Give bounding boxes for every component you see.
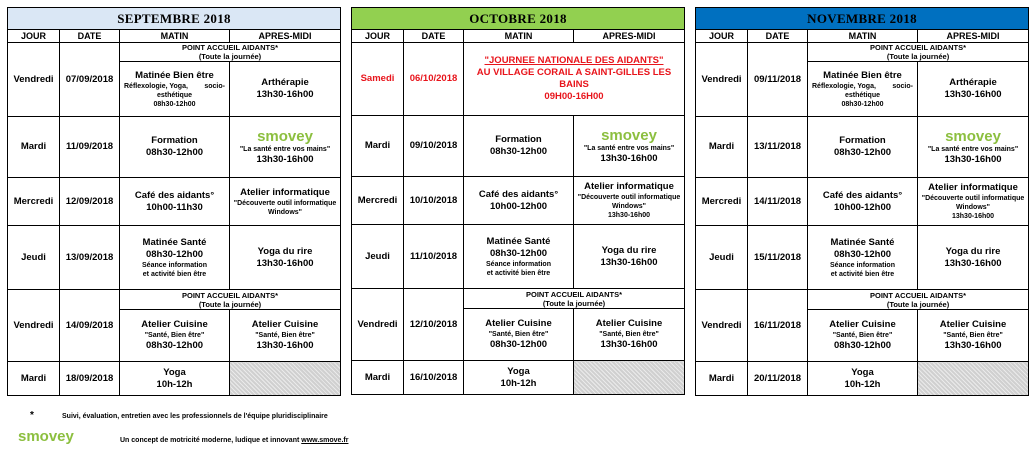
activity-detail: et activité bien être (142, 270, 207, 278)
day-cell: Vendredi (352, 289, 404, 361)
day-cell: Mardi (352, 116, 404, 177)
activity-title: Atelier informatique (584, 181, 674, 192)
day-cell: Mardi (8, 117, 60, 178)
activity-detail: Windows" (612, 203, 646, 210)
calendar-october (351, 7, 684, 394)
activity-title: Atelier Cuisine (595, 318, 663, 329)
matinee-bien-etre-cell (120, 62, 230, 117)
activity-detail: "Découverte outil informatique (921, 195, 1025, 202)
date-cell: 10/10/2018 (404, 177, 464, 225)
activity-detail: esthétique (844, 91, 880, 99)
journee-nationale-cell (464, 43, 685, 116)
col-apres-midi: APRES-MIDI (918, 30, 1029, 43)
activity-detail: "Santé, Bien être" (255, 332, 315, 339)
atelier-informatique-cell (230, 178, 341, 226)
artherapie-cell (918, 62, 1029, 117)
col-jour: JOUR (352, 30, 404, 43)
smovey-logo (585, 127, 673, 143)
col-matin: MATIN (120, 30, 230, 43)
activity-time: 13h30-16h00 (256, 257, 314, 269)
activity-title: Atelier Cuisine (939, 319, 1007, 330)
month-title-october: OCTOBRE 2018 (352, 8, 685, 30)
date-cell: 11/09/2018 (60, 117, 120, 178)
yoga-rire-cell (918, 226, 1029, 290)
point-accueil-label: POINT ACCUEIL AIDANTS* (182, 43, 278, 52)
activity-detail: "La santé entre vos mains" (239, 146, 331, 153)
col-matin: MATIN (808, 30, 918, 43)
matinee-sante-cell (120, 226, 230, 290)
svg-text:smovey: smovey (257, 128, 313, 144)
activity-time: 08h30-12h00 (145, 340, 204, 351)
activity-detail: "Santé, Bien être" (832, 332, 893, 339)
event-time: 09H00-16H00 (544, 91, 604, 102)
activity-detail: et activité bien être (486, 269, 551, 277)
atelier-cuisine-cell (464, 309, 574, 361)
date-cell: 20/11/2018 (748, 362, 808, 396)
point-accueil-cell (464, 289, 685, 309)
svg-text:smovey: smovey (18, 428, 74, 444)
activity-detail: "Découverte outil informatique (577, 194, 681, 201)
artherapie-cell (230, 62, 341, 117)
activity-time: 10h-12h (844, 378, 881, 390)
activity-detail: Séance information (142, 261, 207, 269)
matinee-bien-etre-cell (808, 62, 918, 117)
date-cell: 14/11/2018 (748, 178, 808, 226)
activity-title: Atelier Cuisine (485, 318, 552, 329)
matinee-sante-cell (464, 225, 574, 289)
activity-time: 13h30-16h00 (600, 339, 658, 350)
empty-hatched-cell (574, 361, 685, 395)
activity-detail: socio- (892, 82, 913, 90)
footnote-star: * (30, 410, 34, 421)
date-cell: 13/11/2018 (748, 117, 808, 178)
matinee-sante-cell (808, 226, 918, 290)
day-cell: Mercredi (352, 177, 404, 225)
activity-time: 10h00-11h30 (146, 201, 203, 213)
activity-time: 13h30-16h00 (607, 212, 651, 219)
activity-detail: Windows" (268, 208, 302, 216)
svg-text:smovey: smovey (601, 127, 657, 143)
point-accueil-label: POINT ACCUEIL AIDANTS* (182, 290, 278, 300)
point-accueil-label: POINT ACCUEIL AIDANTS* (870, 290, 966, 300)
activity-title: Yoga du rire (257, 245, 313, 257)
col-apres-midi: APRES-MIDI (230, 30, 341, 43)
activity-time: 13h30-16h00 (600, 153, 658, 164)
point-accueil-cell (808, 43, 1029, 62)
date-cell: 13/09/2018 (60, 226, 120, 290)
point-accueil-cell (808, 290, 1029, 310)
activity-detail: "Santé, Bien être" (943, 332, 1003, 339)
day-cell: Jeudi (352, 225, 404, 289)
activity-time: 08h30-12h00 (489, 247, 548, 259)
col-date: DATE (748, 30, 808, 43)
day-cell: Mardi (352, 361, 404, 395)
activity-title: Atelier informatique (240, 186, 330, 198)
formation-cell (464, 116, 574, 177)
date-cell: 12/10/2018 (404, 289, 464, 361)
activity-detail: "Découverte outil informatique (233, 199, 337, 207)
atelier-informatique-cell (574, 177, 685, 225)
activity-time: 10h-12h (500, 377, 537, 389)
date-cell: 07/09/2018 (60, 43, 120, 117)
activity-title: Café des aidants° (134, 189, 215, 201)
activity-title: Arthérapie (949, 77, 997, 88)
atelier-cuisine-cell (574, 309, 685, 361)
date-cell: 12/09/2018 (60, 178, 120, 226)
activity-title: Arthérapie (261, 77, 309, 88)
day-cell: Vendredi (8, 43, 60, 117)
activity-detail: socio- (204, 82, 225, 90)
col-jour: JOUR (696, 30, 748, 43)
atelier-cuisine-cell (230, 310, 341, 362)
smovey-logo (241, 128, 329, 144)
toute-journee-label: (Toute la journée) (542, 298, 606, 308)
day-cell: Mardi (696, 117, 748, 178)
activity-detail: "Santé, Bien être" (488, 331, 549, 338)
activity-title: Matinée Santé (142, 236, 207, 248)
activity-title: Yoga du rire (601, 244, 657, 256)
day-cell: Mardi (696, 362, 748, 396)
footnote-text: Suivi, évaluation, entretien avec les professionnels de l'équipe pluridisciplinaire (62, 413, 328, 420)
activity-detail: "Santé, Bien être" (599, 331, 659, 338)
cafe-aidants-cell (464, 177, 574, 225)
activity-detail: et activité bien être (830, 270, 895, 278)
formation-cell (808, 117, 918, 178)
day-cell: Mercredi (696, 178, 748, 226)
svg-text:smovey: smovey (945, 128, 1001, 144)
smovey-cell (230, 117, 341, 178)
activity-title: Yoga du rire (945, 245, 1001, 257)
activity-title: Atelier Cuisine (829, 319, 896, 330)
event-location: AU VILLAGE CORAIL A SAINT-GILLES LES BAINS (476, 67, 672, 90)
footer-url-link[interactable]: www.smove.fr (301, 437, 349, 444)
activity-title: Matinée Santé (830, 236, 895, 248)
day-cell: Vendredi (8, 290, 60, 362)
date-cell: 16/11/2018 (748, 290, 808, 362)
activity-title: Formation (151, 135, 198, 146)
date-cell: 14/09/2018 (60, 290, 120, 362)
activity-detail: Séance information (486, 260, 551, 268)
activity-time: 13h30-16h00 (952, 213, 995, 220)
activity-detail: "La santé entre vos mains" (927, 146, 1019, 153)
calendar-november (695, 7, 1028, 394)
atelier-cuisine-cell (808, 310, 918, 362)
activity-title: Matinée Bien être (135, 69, 214, 81)
activity-time: 13h30-16h00 (256, 154, 314, 165)
col-date: DATE (404, 30, 464, 43)
day-cell: Mercredi (8, 178, 60, 226)
date-cell: 18/09/2018 (60, 362, 120, 396)
activity-title: Atelier informatique (928, 182, 1018, 193)
date-cell: 11/10/2018 (404, 225, 464, 289)
activity-title: Café des aidants° (478, 188, 559, 200)
atelier-informatique-cell (918, 178, 1029, 226)
col-date: DATE (60, 30, 120, 43)
activity-time: 08h30-12h00 (833, 248, 892, 260)
activity-detail: "Santé, Bien être" (144, 332, 205, 339)
activity-detail: "La santé entre vos mains" (583, 145, 675, 152)
smovey-cell (574, 116, 685, 177)
day-cell: Vendredi (696, 290, 748, 362)
month-title-september: SEPTEMBRE 2018 (8, 8, 341, 30)
date-cell: 06/10/2018 (404, 43, 464, 116)
activity-time: 10h00-12h00 (833, 201, 892, 213)
yoga-cell (808, 362, 918, 396)
activity-title: Atelier Cuisine (141, 319, 208, 330)
activity-time: 13h30-16h00 (600, 256, 658, 268)
activity-time: 08h30-12h00 (833, 340, 892, 351)
activity-time: 10h-12h (156, 378, 193, 390)
yoga-cell (464, 361, 574, 395)
col-matin: MATIN (464, 30, 574, 43)
activity-detail: Réflexologie, Yoga, (812, 82, 876, 90)
date-cell: 15/11/2018 (748, 226, 808, 290)
day-cell: Jeudi (8, 226, 60, 290)
day-cell: Vendredi (696, 43, 748, 117)
activity-time: 13h30-16h00 (944, 154, 1002, 165)
activity-title: Yoga (851, 366, 874, 378)
toute-journee-label: (Toute la journée) (886, 299, 950, 309)
activity-detail: Windows" (956, 204, 990, 211)
footer-concept (120, 437, 348, 444)
event-title: "JOURNEE NATIONALE DES AIDANTS" (484, 55, 664, 66)
activity-time: 10h00-12h00 (489, 200, 548, 212)
day-cell: Mardi (8, 362, 60, 396)
activity-detail: Réflexologie, Yoga, (124, 82, 188, 90)
day-cell: Jeudi (696, 226, 748, 290)
activity-title: Café des aidants° (822, 189, 903, 201)
activity-detail: Séance information (830, 261, 895, 269)
toute-journee-label: (Toute la journée) (886, 52, 950, 61)
atelier-cuisine-cell (120, 310, 230, 362)
calendar-september (7, 7, 340, 394)
cafe-aidants-cell (808, 178, 918, 226)
activity-title: Yoga (507, 365, 530, 377)
empty-hatched-cell (230, 362, 341, 396)
day-cell: Samedi (352, 43, 404, 116)
footer-concept-text: Un concept de motricité moderne, ludique et innovant (120, 437, 300, 444)
col-apres-midi: APRES-MIDI (574, 30, 685, 43)
activity-time: 13h30-16h00 (256, 89, 314, 100)
col-jour: JOUR (8, 30, 60, 43)
yoga-rire-cell (574, 225, 685, 289)
yoga-cell (120, 362, 230, 396)
point-accueil-label: POINT ACCUEIL AIDANTS* (870, 43, 966, 52)
footer-smovey-logo (18, 428, 102, 444)
toute-journee-label: (Toute la journée) (198, 299, 262, 309)
point-accueil-cell (120, 290, 341, 310)
activity-time: 08h30-12h00 (841, 100, 884, 108)
empty-hatched-cell (918, 362, 1029, 396)
cafe-aidants-cell (120, 178, 230, 226)
activity-time: 08h30-12h00 (489, 146, 548, 157)
activity-title: Formation (495, 134, 542, 145)
activity-title: Matinée Santé (486, 235, 551, 247)
activity-time: 08h30-12h00 (145, 147, 204, 158)
activity-time: 08h30-12h00 (153, 100, 196, 108)
activity-time: 08h30-12h00 (145, 248, 204, 260)
activity-title: Formation (839, 135, 886, 146)
activity-time: 13h30-16h00 (944, 89, 1002, 100)
toute-journee-label: (Toute la journée) (198, 52, 262, 61)
activity-time: 13h30-16h00 (256, 340, 314, 351)
smovey-logo (929, 128, 1017, 144)
date-cell: 09/10/2018 (404, 116, 464, 177)
activity-detail: esthétique (156, 91, 192, 99)
point-accueil-cell (120, 43, 341, 62)
atelier-cuisine-cell (918, 310, 1029, 362)
date-cell: 16/10/2018 (404, 361, 464, 395)
activity-time: 13h30-16h00 (944, 340, 1002, 351)
yoga-rire-cell (230, 226, 341, 290)
activity-time: 08h30-12h00 (489, 339, 548, 350)
point-accueil-label: POINT ACCUEIL AIDANTS* (526, 289, 622, 299)
activity-title: Matinée Bien être (823, 69, 902, 81)
month-title-november: NOVEMBRE 2018 (696, 8, 1029, 30)
activity-time: 13h30-16h00 (944, 257, 1002, 269)
smovey-cell (918, 117, 1029, 178)
activity-title: Atelier Cuisine (251, 319, 319, 330)
activity-time: 08h30-12h00 (833, 147, 892, 158)
formation-cell (120, 117, 230, 178)
activity-title: Yoga (163, 366, 186, 378)
date-cell: 09/11/2018 (748, 43, 808, 117)
